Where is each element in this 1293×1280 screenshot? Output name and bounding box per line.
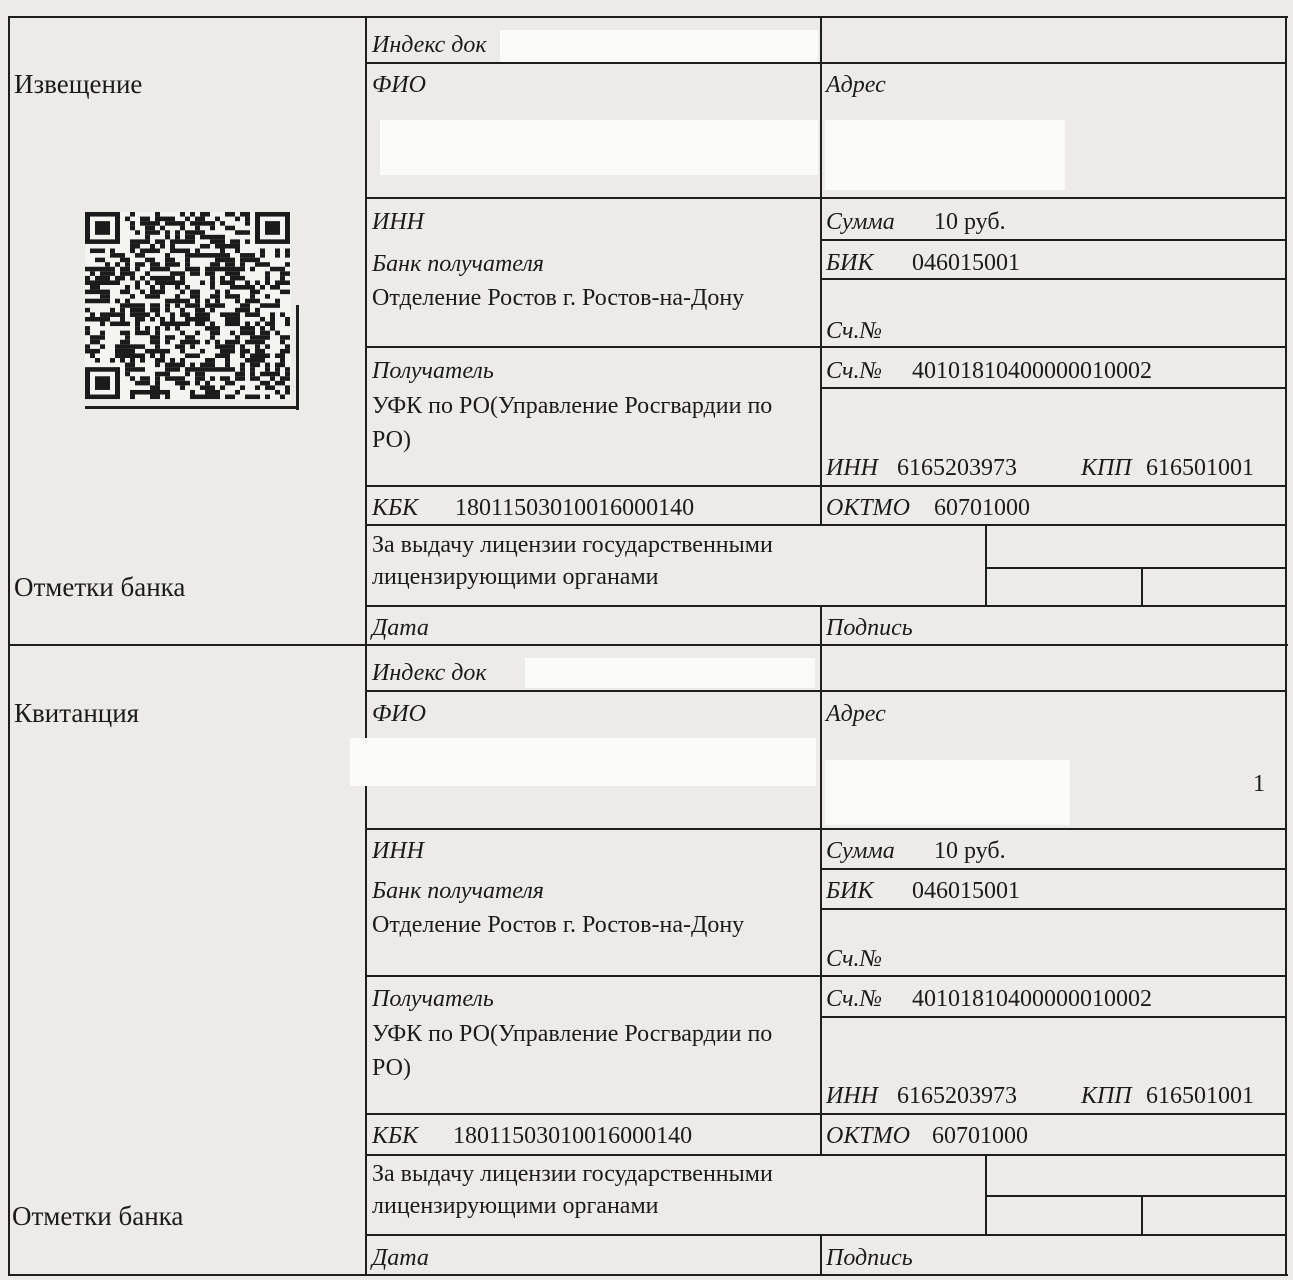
notice-purpose-line2: лицензирующими органами [372, 564, 659, 590]
receipt-index-label: Индекс док [372, 660, 487, 686]
receipt-address-fragment: 1 [1253, 771, 1265, 797]
qr-code-graphic [85, 212, 291, 400]
notice-kpp-label: КПП [1081, 455, 1132, 481]
receipt-purpose-line1: За выдачу лицензии государственными [372, 1161, 773, 1187]
receipt-title: Квитанция [14, 698, 140, 728]
receipt-recipient-line1: УФК по РО(Управление Росгвардии по [372, 1021, 773, 1047]
receipt-oktmo-value: 60701000 [932, 1123, 1028, 1149]
receipt-account-label: Сч.№ [826, 986, 883, 1012]
notice-kbk-label: КБК [372, 495, 419, 521]
notice-inn-label: ИНН [372, 209, 424, 235]
notice-bik-value: 046015001 [912, 250, 1020, 276]
receipt-sum-label: Сумма [826, 838, 895, 864]
receipt-recipient-line2: РО) [372, 1055, 411, 1081]
receipt-sum-value: 10 руб. [934, 838, 1006, 864]
receipt-kbk-value: 18011503010016000140 [453, 1123, 693, 1149]
notice-kpp-value: 616501001 [1146, 455, 1254, 481]
notice-title: Извещение [14, 69, 143, 99]
notice-oktmo-value: 60701000 [934, 495, 1030, 521]
notice-bank-marks: Отметки банка [14, 572, 186, 602]
notice-sum-value: 10 руб. [934, 209, 1006, 235]
receipt-recipient-inn-label: ИНН [826, 1083, 878, 1109]
notice-purpose-line1: За выдачу лицензии государственными [372, 532, 773, 558]
receipt-kpp-label: КПП [1081, 1083, 1132, 1109]
qr-code-icon [85, 212, 291, 400]
notice-address-label: Адрес [826, 72, 886, 98]
notice-oktmo-label: ОКТМО [826, 495, 910, 521]
receipt-oktmo-label: ОКТМО [826, 1123, 910, 1149]
receipt-bik-value: 046015001 [912, 878, 1020, 904]
receipt-bank-value: Отделение Ростов г. Ростов-на-Дону [372, 912, 745, 938]
notice-recipient-line2: РО) [372, 427, 411, 453]
receipt-date-label: Дата [372, 1245, 429, 1271]
notice-bank-value: Отделение Ростов г. Ростов-на-Дону [372, 285, 745, 311]
notice-date-label: Дата [372, 615, 429, 641]
notice-correspondent-account-label: Сч.№ [826, 318, 883, 344]
notice-recipient-inn-value: 6165203973 [897, 455, 1017, 481]
notice-recipient-label: Получатель [372, 358, 494, 384]
notice-index-label: Индекс док [372, 32, 487, 58]
receipt-signature-label: Подпись [826, 1245, 913, 1271]
notice-account-label: Сч.№ [826, 358, 883, 384]
receipt-recipient-inn-value: 6165203973 [897, 1083, 1017, 1109]
receipt-recipient-label: Получатель [372, 986, 494, 1012]
receipt-address-label: Адрес [826, 701, 886, 727]
notice-sum-label: Сумма [826, 209, 895, 235]
receipt-kbk-label: КБК [372, 1123, 419, 1149]
receipt-bik-label: БИК [826, 878, 874, 904]
notice-fio-label: ФИО [372, 72, 426, 98]
receipt-bank-label: Банк получателя [372, 878, 544, 904]
receipt-kpp-value: 616501001 [1146, 1083, 1254, 1109]
notice-kbk-value: 18011503010016000140 [455, 495, 695, 521]
receipt-fio-label: ФИО [372, 701, 426, 727]
notice-account-value: 40101810400000010002 [912, 358, 1152, 384]
receipt-inn-label: ИНН [372, 838, 424, 864]
notice-bank-label: Банк получателя [372, 251, 544, 277]
notice-recipient-inn-label: ИНН [826, 455, 878, 481]
notice-recipient-line1: УФК по РО(Управление Росгвардии по [372, 393, 773, 419]
receipt-account-value: 40101810400000010002 [912, 986, 1152, 1012]
notice-signature-label: Подпись [826, 615, 913, 641]
notice-bik-label: БИК [826, 250, 874, 276]
receipt-correspondent-account-label: Сч.№ [826, 946, 883, 972]
receipt-purpose-line2: лицензирующими органами [372, 1193, 659, 1219]
receipt-bank-marks: Отметки банка [12, 1201, 184, 1231]
